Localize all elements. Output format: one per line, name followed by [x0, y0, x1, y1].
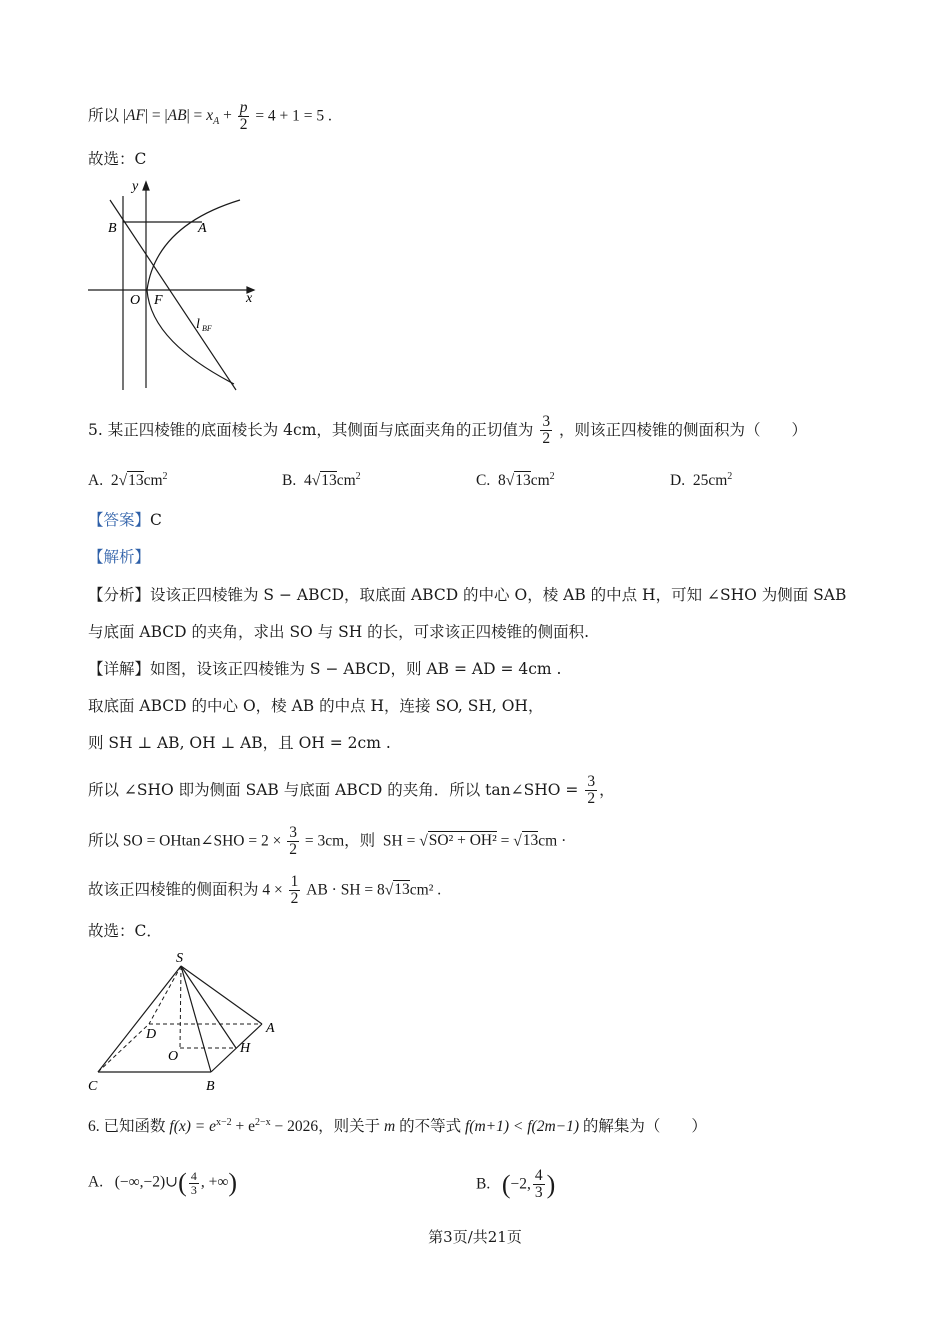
fraction-half: $\frac{1}{2}$ [290, 873, 299, 908]
answer-prev: 故选：C [88, 150, 147, 168]
label-l-sub: BF [202, 324, 212, 333]
label-c: C [88, 1079, 98, 1094]
segment-sh [181, 966, 236, 1048]
q6-option-a: A. (−∞,−2)∪( $\frac{4}{3}$ , +∞) [88, 1168, 238, 1198]
q5-option-b: B. $4√13cm^2$ [282, 471, 361, 490]
label-o: O [130, 293, 141, 308]
tan-fraction: $\frac{3}{2}$ [587, 773, 596, 808]
label-s: S [176, 951, 183, 966]
q5-option-d: D. $25cm^2$ [670, 471, 733, 490]
label-f: F [154, 293, 163, 308]
label-b: B [206, 1079, 215, 1094]
label-d: D [146, 1027, 157, 1042]
q5-detail-4: 所以 ∠SHO 即为侧面 SAB 与底面 ABCD 的夹角．所以 tan∠SHO = $\frac{3}{2}$ ， [88, 773, 615, 808]
parabola-curve [147, 200, 240, 384]
formula-end: = 4 + 1 = 5 . [255, 107, 332, 125]
label-o: O [168, 1049, 179, 1064]
radicand-sum: SO² + OH² [428, 832, 497, 850]
q5-analysis-1: 【分析】设该正四棱锥为 S − ABCD，取底面 ABCD 的中心 O，棱 AB 的中点 H，可知 ∠SHO 为侧面 SAB [88, 586, 847, 604]
q5-option-c: C. $8√13cm^2$ [476, 471, 555, 490]
q5-number: 5. [88, 420, 103, 439]
label-x: x [246, 291, 253, 306]
label-b: B [108, 221, 117, 236]
line-af-ab [88, 100, 332, 134]
q5-answer [88, 509, 162, 531]
q5-analysis-2: 与底面 ABCD 的夹角，求出 SO 与 SH 的长，可求该正四棱锥的侧面积. [88, 623, 590, 641]
answer-tag: 【答案】 [88, 511, 151, 529]
q5-final: 故选：C． [88, 922, 162, 940]
q5-detail-2: 取底面 ABCD 的中心 O，棱 AB 的中点 H，连接 SO, SH, OH， [88, 697, 544, 715]
q5-detail-1: 【详解】如图，设该正四棱锥为 S − ABCD，则 AB = AD = 4cm . [88, 660, 562, 678]
q5-stem-part2: ，则该正四棱锥的侧面积为（ ） [559, 420, 808, 439]
q5-analysis-tag: 【解析】 [88, 548, 151, 566]
parabola-graph [84, 178, 274, 394]
q5-tan-fraction: $\frac{3}{2}$ [542, 413, 551, 448]
pyramid-figure [84, 948, 284, 1096]
y-axis-arrow [143, 182, 149, 190]
edge-sb [181, 966, 211, 1072]
q6-inequality: f(m+1) < f(2m−1) [465, 1118, 580, 1136]
q5-detail-3: 则 SH ⊥ AB, OH ⊥ AB，且 OH = 2cm . [88, 734, 391, 752]
label-y: y [132, 179, 139, 194]
q5-option-a: A. $2√13cm^2$ [88, 471, 168, 490]
segment-so-hidden [180, 966, 181, 1048]
line-bf [110, 200, 236, 390]
q6-function: f(x) = e [169, 1118, 216, 1136]
edge-cd-hidden [98, 1024, 149, 1072]
label-a: A [266, 1021, 275, 1036]
q5-detail-6: 故该正四棱锥的侧面积为 4 × $\frac{1}{2}$ AB · SH = 8√13cm² . [88, 873, 442, 908]
q6-option-b: B. (−2, $\frac{4}{3}$ ) [476, 1167, 556, 1202]
q6-stem: 6. 已知函数 $f(x) = e^{x-2} + e^{2-x} - 2026$，则关于 m 的不等式 f(m+1) < f(2m−1) 的解集为（ ） [88, 1117, 707, 1136]
fraction-3-2: $\frac{3}{2}$ [289, 824, 297, 859]
q5-stem-part1: 某正四棱锥的底面棱长为 4cm，其侧面与底面夹角的正切值为 [107, 420, 534, 439]
edge-sd-hidden [149, 966, 181, 1024]
q6-number: 6. [88, 1118, 100, 1136]
text-prefix: 所以 [88, 107, 120, 125]
label-h: H [240, 1041, 251, 1056]
label-a: A [198, 221, 207, 236]
formula-af: $|AF| = |AB| = x_A$ + $\frac{p}{2}$ [122, 99, 248, 134]
q5-detail-5: 所以 SO = OHtan∠SHO = 2 × $\frac{3}{2}$ = 3cm，则 SH = √SO² + OH² = √13cm · [88, 824, 567, 859]
page-footer: 第3页/共21页 [428, 1228, 522, 1246]
edge-sa [181, 966, 262, 1024]
q5-stem [88, 414, 807, 448]
label-l: l [196, 317, 200, 332]
answer-value: C [150, 511, 162, 529]
